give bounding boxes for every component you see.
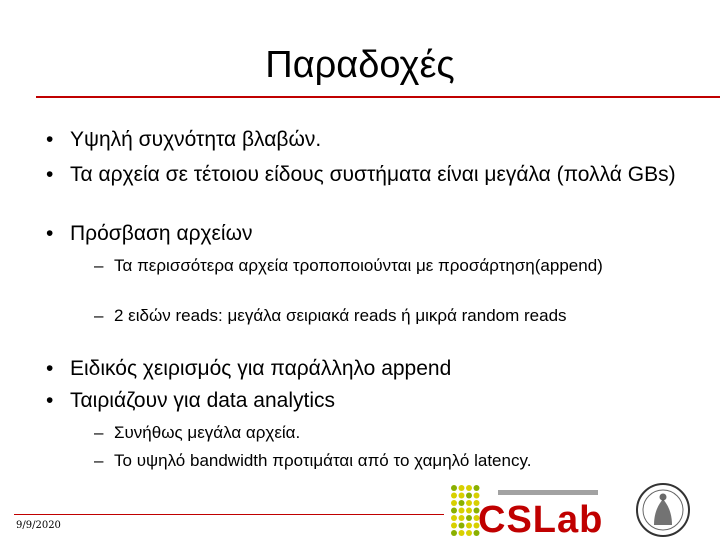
- logo-dot: [466, 485, 472, 491]
- logo-dot: [466, 500, 472, 506]
- bullet-item: [46, 128, 696, 152]
- bullet-text: Υψηλή συχνότητα βλαβών.: [70, 128, 322, 151]
- logo-wordmark: CSLab: [478, 499, 604, 540]
- bullet-marker: •: [46, 128, 54, 151]
- bullet-text: Ταιριάζουν για data analytics: [70, 389, 335, 412]
- bullet-text: Πρόσβαση αρχείων: [70, 222, 253, 245]
- sub-bullet-item: [94, 451, 684, 471]
- sub-bullet-text: Τα περισσότερα αρχεία τροποποιούνται με προσάρτηση(append): [114, 256, 603, 275]
- logo-dot: [451, 508, 457, 514]
- logo-dot: [451, 530, 457, 536]
- bullet-marker: •: [46, 389, 54, 412]
- logo-dot: [459, 530, 465, 536]
- bullet-marker: •: [46, 163, 54, 186]
- logo-dot: [459, 500, 465, 506]
- sub-bullet-marker: –: [94, 451, 104, 470]
- logo-dot: [451, 493, 457, 499]
- logo-dot: [459, 485, 465, 491]
- cslab-logo: [450, 480, 720, 540]
- logo-dot: [459, 493, 465, 499]
- logo-dot: [451, 523, 457, 529]
- sub-bullet-text: 2 ειδών reads: μεγάλα σειριακά reads ή μικρά random reads: [114, 306, 567, 325]
- bullet-item: [46, 357, 696, 381]
- sub-bullet-item: [94, 256, 684, 276]
- logo-dot: [474, 493, 480, 499]
- bullet-item: [46, 222, 696, 246]
- bullet-marker: •: [46, 222, 54, 245]
- logo-dot-grid: [451, 485, 480, 536]
- bullet-item: [46, 163, 696, 187]
- sub-bullet-text: Συνήθως μεγάλα αρχεία.: [114, 423, 301, 442]
- logo-dot: [466, 523, 472, 529]
- bullet-item: [46, 389, 696, 413]
- sub-bullet-marker: –: [94, 306, 104, 325]
- logo-dot: [459, 523, 465, 529]
- sub-bullet-marker: –: [94, 423, 104, 442]
- slide-date: 9/9/2020: [16, 520, 61, 531]
- footer-rule: [14, 514, 444, 515]
- logo-dot: [466, 530, 472, 536]
- logo-dot: [451, 515, 457, 521]
- logo-dot: [466, 508, 472, 514]
- logo-dot: [474, 485, 480, 491]
- bullet-text: Τα αρχεία σε τέτοιου είδους συστήματα είναι μεγάλα (πολλά GBs): [70, 163, 676, 186]
- logo-dot: [459, 515, 465, 521]
- bullet-marker: •: [46, 357, 54, 380]
- logo-dot: [466, 493, 472, 499]
- logo-dot: [466, 515, 472, 521]
- sub-bullet-marker: –: [94, 256, 104, 275]
- logo-tagline-bar: [498, 490, 598, 495]
- bullet-text: Ειδικός χειρισμός για παράλληλο append: [70, 357, 452, 380]
- sub-bullet-item: [94, 306, 684, 326]
- logo-seal: [637, 484, 689, 536]
- slide-title: Παραδοχές: [265, 44, 455, 86]
- sub-bullet-item: [94, 423, 684, 443]
- logo-dot: [451, 485, 457, 491]
- sub-bullet-text: Το υψηλό bandwidth προτιμάται από το χαμηλό latency.: [114, 451, 532, 470]
- logo-dot: [451, 500, 457, 506]
- logo-dot: [459, 508, 465, 514]
